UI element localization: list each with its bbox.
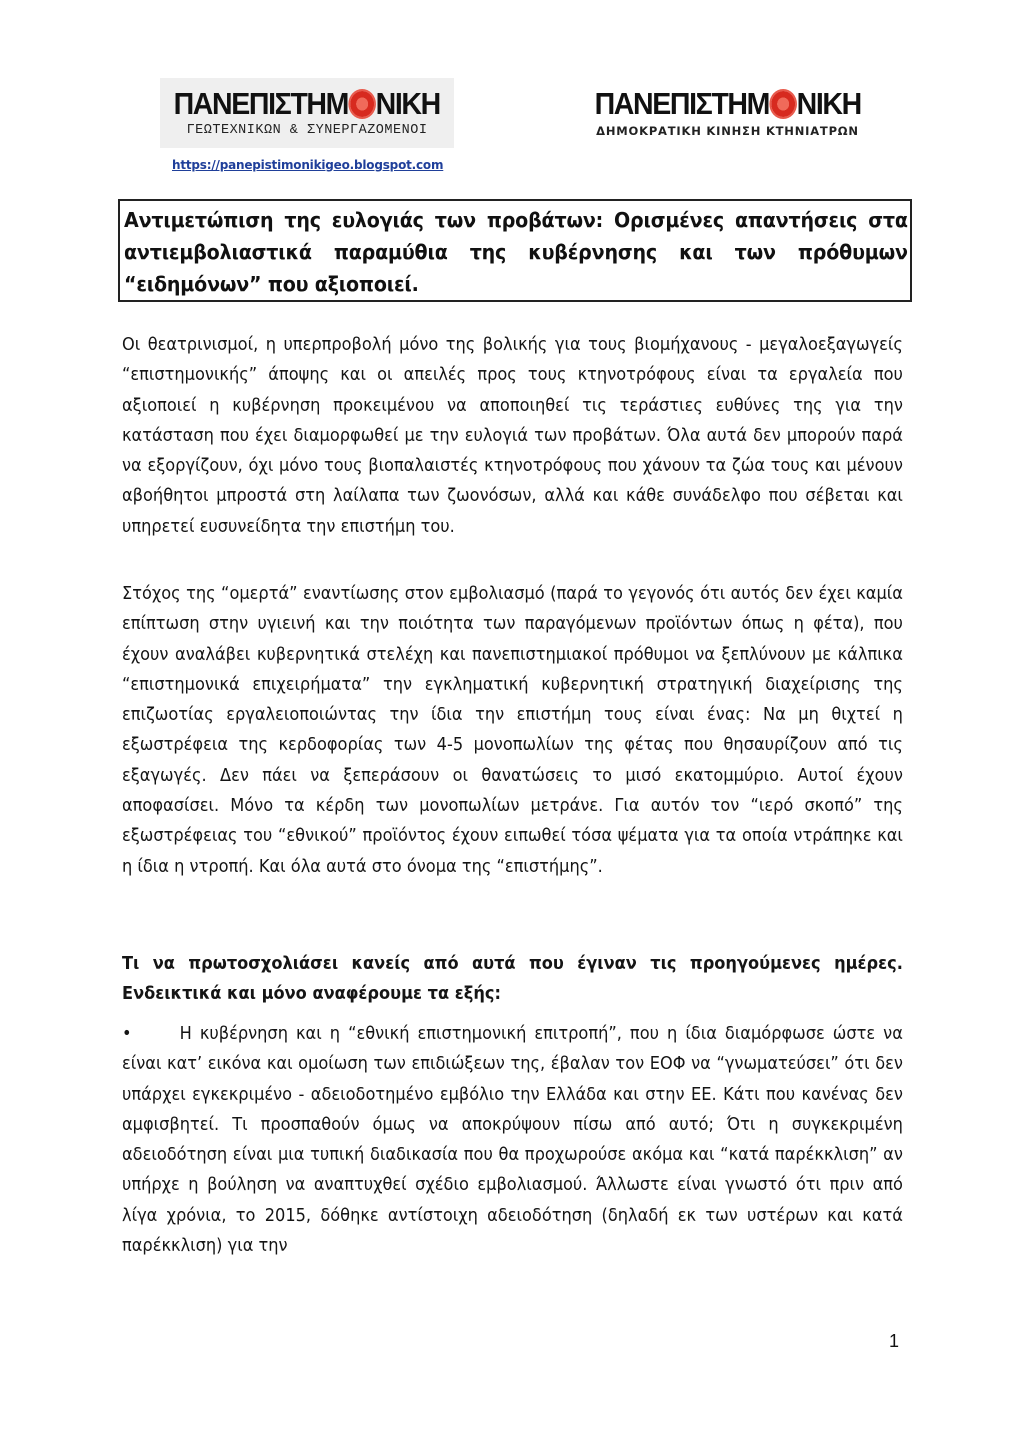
- brand-part1: ΠΑΝΕΠΙΣΤΗΜ: [173, 86, 349, 121]
- logo-veterinarians: [590, 88, 865, 144]
- logo-brand-text: [594, 88, 860, 120]
- logo-brand-text: [174, 88, 440, 120]
- sun-emblem-icon: [771, 91, 795, 117]
- logo-subtitle: ΓΕΩΤΕΧΝΙΚΩΝ & ΣΥΝΕΡΓΑΖΟΜΕΝΟΙ: [186, 123, 428, 138]
- title-box: [118, 199, 912, 302]
- brand-part2: ΝΙΚΗ: [796, 86, 861, 121]
- document-title: Αντιμετώπιση της ευλογιάς των προβάτων: Ορισμένες απαντήσεις στα αντιεμβολιαστικά παραμύθια της κυβέρνησης και των πρόθυμων “ειδημόνων” που αξιοποιεί.: [124, 208, 908, 296]
- blog-link[interactable]: https://panepistimonikigeo.blogspot.com: [172, 158, 444, 172]
- brand-part1: ΠΑΝΕΠΙΣΤΗΜ: [594, 86, 769, 121]
- paragraph-text: Στόχος της “ομερτά” εναντίωσης στον εμβολιασμό (παρά το γεγονός ότι αυτός δεν έχει καμία επίπτωση στην υγιεινή και την ποιότητα των παραγόμενων προϊόντων όπως η φέτα), που έχουν αναλάβει κυβερνητικά στελέχη και πανεπιστημιακοί πρόθυμοι να ξεπλύνουν με κάλπικα “επιστημονικά επιχειρήματα” την εγκληματική κυβερνητική στρατηγική διαχείρισης της επιζωοτίας εργαλειοποιώντας την ίδια την επιστήμη τους είναι ένας: Να μη θιχτεί η εξωστρέφεια της κερδοφορίας των 4-5 μονοπωλίων της φέτας που θησαυρίζουν από τις εξαγωγές. Δεν πάει να ξεπεράσουν οι θανατώσεις το μισό εκατομμύριο. Αυτοί έχουν αποφασίσει. Μόνο τα κέρδη των μονοπωλίων μετράνε. Για αυτόν τον “ιερό σκοπό” της εξωστρέφειας του “εθνικού” προϊόντος έχουν ειπωθεί τόσα ψέματα για τα οποία ντράπηκε και η ίδια η ντροπή. Και όλα αυτά στο όνομα της “επιστήμης”.: [122, 583, 903, 877]
- paragraph-1: [122, 330, 903, 542]
- page-number: 1: [889, 1331, 900, 1351]
- brand-part2: ΝΙΚΗ: [375, 86, 441, 121]
- bullet-item: [122, 1019, 903, 1261]
- bullet-icon: •: [122, 1023, 132, 1044]
- bullet-text: Η κυβέρνηση και η “εθνική επιστημονική επιτροπή”, που η ίδια διαμόρφωσε ώστε να είναι κατ’ εικόνα και ομοίωση των επιδιώξεων της, έβαλαν τον ΕΟΦ να “γνωματεύσει” ότι δεν υπάρχει εγκεκριμένο - αδειοδοτημένο εμβόλιο την Ελλάδα και στην ΕΕ. Κάτι που κανένας δεν αμφισβητεί. Τι προσπαθούν όμως να αποκρύψουν πίσω από αυτό; Ότι η συγκεκριμένη αδειοδότηση είναι μια τυπική διαδικασία που θα προχωρούσε ακόμα και “κατά παρέκκλιση” αν υπήρχε η βούληση να αναπτυχθεί σχέδιο εμβολιασμού. Άλλωστε είναι γνωστό ότι πριν από λίγα χρόνια, το 2015, δόθηκε αντίστοιχη αδειοδότηση (δηλαδή εκ των υστέρων και κατά παρέκκλιση) για την: [122, 1023, 903, 1257]
- logo-subtitle: ΔΗΜΟΚΡΑΤΙΚΗ ΚΙΝΗΣΗ ΚΤΗΝΙΑΤΡΩΝ: [596, 124, 859, 138]
- paragraph-text: Οι θεατρινισμοί, η υπερπροβολή μόνο της βολικής για τους βιομήχανους - μεγαλοεξαγωγείς “επιστημονικής” άποψης και οι απειλές προς τους κτηνοτρόφους είναι τα εργαλεία που αξιοποιεί η κυβέρνηση προκειμένου να αποποιηθεί τις τεράστιες ευθύνες της για την κατάσταση που έχει διαμορφωθεί με την ευλογιά των προβάτων. Όλα αυτά δεν μπορούν παρά να εξοργίζουν, όχι μόνο τους βιοπαλαιστές κτηνοτρόφους που χάνουν τα ζώα τους και μένουν αβοήθητοι μπροστά στη λαίλαπα των ζωονόσων, αλλά και κάθε συνάδελφο που σέβεται και υπηρετεί ευσυνείδητα την επιστήμη του.: [122, 334, 903, 537]
- bullet-paragraph: [122, 1019, 903, 1261]
- section-heading-text: Τι να πρωτοσχολιάσει κανείς από αυτά που έγιναν τις προηγούμενες ημέρες. Ενδεικτικά και μόνο αναφέρουμε τα εξής:: [122, 953, 903, 1005]
- sun-emblem-icon: [350, 91, 374, 117]
- logo-geotechnical: [160, 78, 454, 148]
- section-heading: [122, 949, 903, 1010]
- paragraph-2: [122, 579, 903, 882]
